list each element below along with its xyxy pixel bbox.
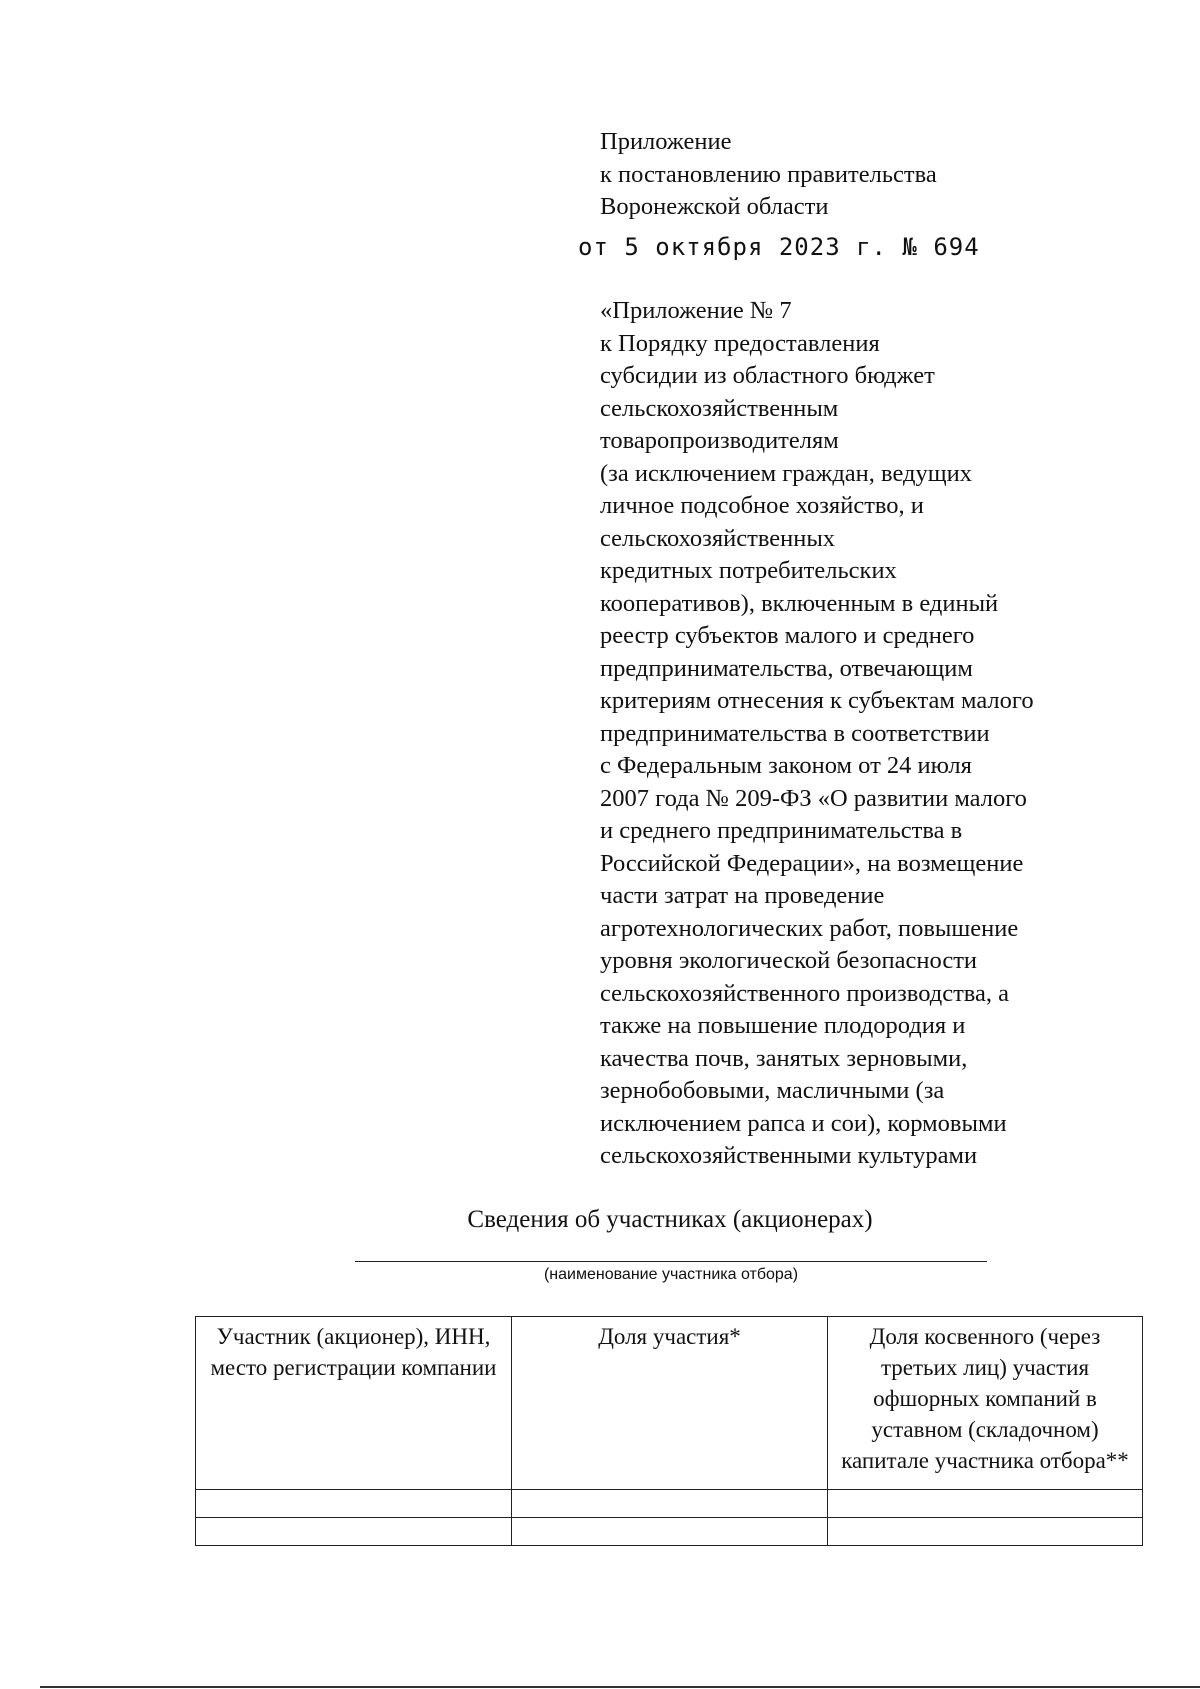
appendix-line: Российской Федерации», на возмещение (600, 849, 1024, 877)
shareholders-table (195, 1316, 1143, 1546)
appendix-line: части затрат на проведение (600, 882, 885, 909)
header-line: к постановлению правительства (600, 160, 937, 188)
appendix-line: качества почв, занятых зерновыми, (600, 1044, 968, 1072)
resolution-date-number: от 5 октября 2023 г. № 694 (578, 233, 980, 261)
appendix-line: кооперативов), включенным в единый (600, 589, 999, 617)
table-cell (828, 1518, 1143, 1546)
appendix-line: (за исключением граждан, ведущих (600, 459, 972, 487)
appendix-line: критериям отнесения к субъектам малого (600, 687, 1034, 714)
appendix-line: зернобобовыми, масличными (за (600, 1077, 945, 1104)
participant-name-caption: (наименование участника отбора) (543, 1266, 799, 1283)
header-block (600, 126, 937, 224)
appendix-line: личное подсобное хозяйство, и (600, 492, 924, 519)
table-cell (196, 1518, 512, 1546)
appendix-line: исключением рапса и сои), кормовыми (600, 1109, 1007, 1137)
table-row (196, 1490, 1143, 1518)
appendix-reference-block (600, 295, 1034, 1173)
table-cell (828, 1490, 1143, 1518)
appendix-line: 2007 года № 209-ФЗ «О развитии малого (600, 784, 1027, 812)
appendix-line: товаропроизводителям (600, 427, 839, 454)
table-cell (512, 1490, 828, 1518)
appendix-line: агротехнологических работ, повышение (600, 914, 1019, 942)
table-cell (196, 1490, 512, 1518)
appendix-line: «Приложение № 7 (600, 297, 792, 324)
appendix-line: сельскохозяйственного производства, а (600, 979, 1010, 1007)
table-row (196, 1518, 1143, 1546)
column-header-offshore-share: Доля косвенного (через третьих лиц) участия офшорных компаний в уставном (складочном) капитале участника отбора** (828, 1317, 1143, 1490)
appendix-line: сельскохозяйственными культурами (600, 1142, 978, 1169)
appendix-line: предпринимательства, отвечающим (600, 654, 973, 682)
appendix-line: также на повышение плодородия и (600, 1012, 966, 1039)
appendix-line: и среднего предпринимательства в (600, 817, 963, 844)
appendix-line: кредитных потребительских (600, 557, 897, 584)
appendix-line: сельскохозяйственным (600, 394, 839, 422)
appendix-line: уровня экологической безопасности (600, 947, 978, 974)
column-header-share: Доля участия* (512, 1317, 828, 1490)
section-title: Сведения об участниках (акционерах) (467, 1206, 873, 1233)
table-cell (512, 1518, 828, 1546)
appendix-line: с Федеральным законом от 24 июля (600, 752, 972, 779)
participant-name-blank-line (355, 1261, 987, 1262)
column-header-participant: Участник (акционер), ИНН, место регистрации компании (196, 1317, 512, 1490)
appendix-line: субсидии из областного бюджет (600, 362, 935, 389)
appendix-line: сельскохозяйственных (600, 524, 836, 552)
appendix-line: к Порядку предоставления (600, 329, 880, 357)
page-bottom-edge-line (40, 1686, 1200, 1688)
table-header-row (196, 1317, 1143, 1490)
appendix-line: реестр субъектов малого и среднего (600, 622, 975, 649)
appendix-line: предпринимательства в соответствии (600, 719, 990, 747)
header-line: Воронежской области (600, 193, 829, 220)
header-line: Приложение (600, 128, 732, 155)
